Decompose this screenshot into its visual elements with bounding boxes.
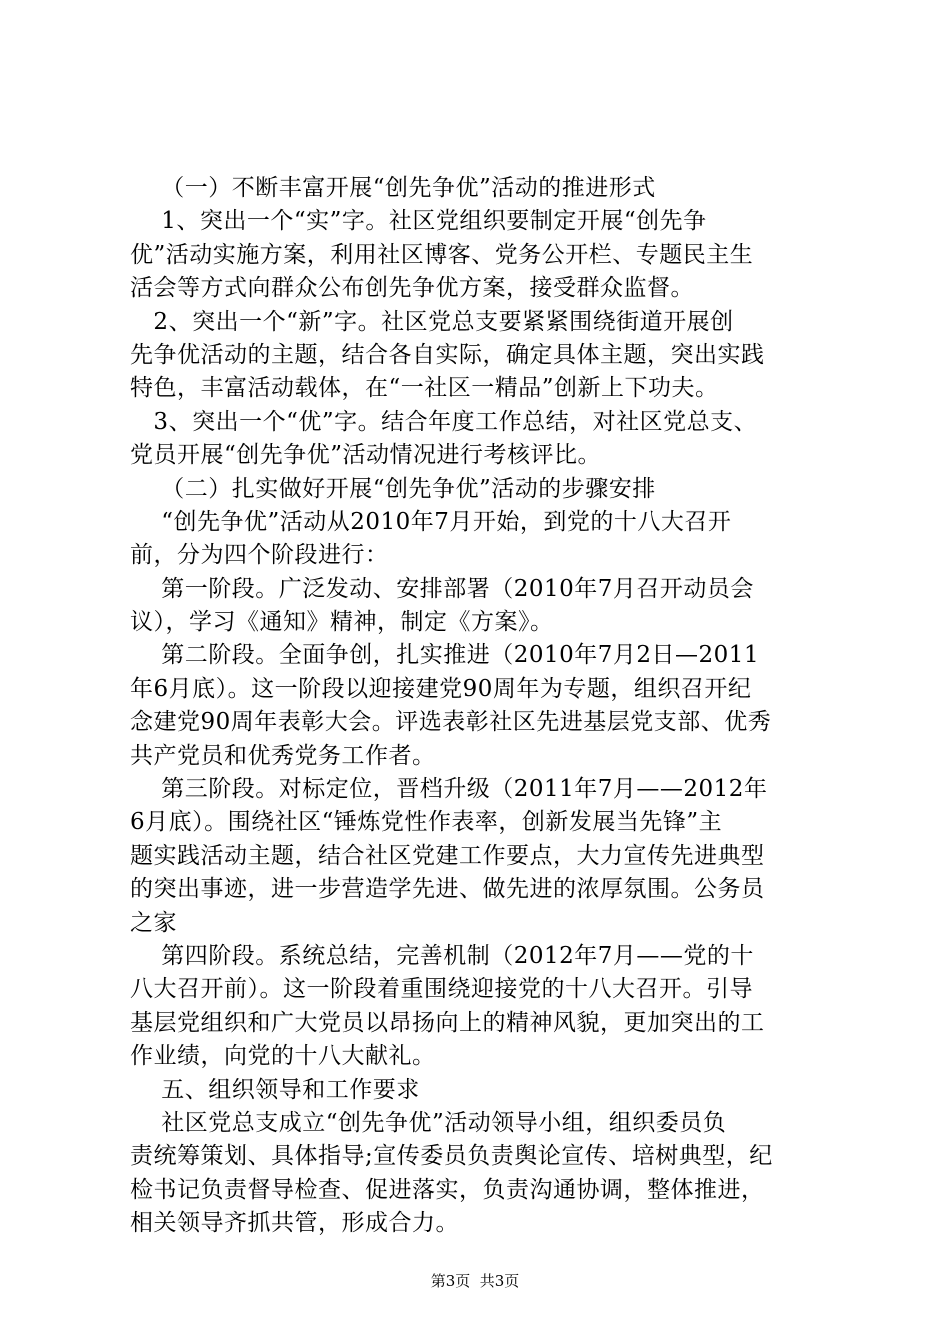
text-line: 优”活动实施方案，利用社区博客、党务公开栏、专题民主生 [130, 241, 754, 268]
text-line: 的突出事迹，进一步营造学先进、做先进的浓厚氛围。公务员 [130, 876, 765, 903]
text-line: 活会等方式向群众公布创先争优方案，接受群众监督。 [130, 275, 694, 302]
text-line: 第一阶段。广泛发动、安排部署（2010年7月召开动员会 [130, 575, 754, 602]
text-line: （二）扎实做好开展“创先争优”活动的步骤安排 [130, 475, 656, 502]
text-line: 2、突出一个“新”字。社区党总支要紧紧围绕街道开展创 [130, 308, 734, 335]
text-line: （一）不断丰富开展“创先争优”活动的推进形式 [130, 175, 656, 201]
page-footer: 第3页 共3页 [430, 1272, 520, 1290]
text-line: 第二阶段。全面争创，扎实推进（2010年7月2日—2011 [130, 642, 760, 669]
text-line: 第三阶段。对标定位，晋档升级（2011年7月——2012年 [130, 776, 768, 803]
text-line: 议），学习《通知》精神，制定《方案》。 [130, 609, 554, 636]
text-line: 八大召开前）。这一阶段着重围绕迎接党的十八大召开。引导 [130, 976, 753, 1003]
text-line: 检书记负责督导检查、促进落实，负责沟通协调，整体推进， [130, 1176, 765, 1203]
text-line: 3、突出一个“优”字。结合年度工作总结，对社区党总支、 [130, 408, 758, 435]
text-line: 题实践活动主题，结合社区党建工作要点，大力宣传先进典型 [130, 842, 765, 869]
text-line: 1、突出一个“实”字。社区党组织要制定开展“创先争 [130, 208, 707, 235]
text-line: 6月底）。围绕社区“锤炼党性作表率，创新发展当先锋”主 [130, 809, 723, 836]
text-line: 先争优活动的主题，结合各自实际，确定具体主题，突出实践 [130, 341, 765, 368]
document-body [130, 172, 840, 1241]
text-line: “创先争优”活动从2010年7月开始，到党的十八大召开 [130, 508, 732, 535]
text-line: 相关领导齐抓共管，形成合力。 [130, 1210, 459, 1237]
text-line: 党员开展“创先争优”活动情况进行考核评比。 [130, 442, 602, 469]
text-line: 前，分为四个阶段进行： [130, 542, 389, 569]
text-line: 年6月底）。这一阶段以迎接建党90周年为专题，组织召开纪 [130, 675, 752, 702]
text-line: 特色，丰富活动载体，在“一社区一精品”创新上下功夫。 [130, 375, 719, 402]
text-line: 第四阶段。系统总结，完善机制（2012年7月——党的十 [130, 942, 754, 969]
text-line: 念建党90周年表彰大会。评选表彰社区先进基层党支部、优秀 [130, 709, 772, 736]
text-line: 责统筹策划、具体指导;宣传委员负责舆论宣传、培树典型，纪 [130, 1143, 773, 1170]
text-line: 共产党员和优秀党务工作者。 [130, 742, 436, 769]
text-line: 基层党组织和广大党员以昂扬向上的精神风貌，更加突出的工 [130, 1009, 765, 1036]
text-line: 之家 [130, 909, 177, 936]
text-line: 作业绩，向党的十八大献礼。 [130, 1043, 436, 1070]
text-line: 社区党总支成立“创先争优”活动领导小组，组织委员负 [130, 1109, 727, 1136]
text-line: 五、组织领导和工作要求 [130, 1076, 420, 1103]
